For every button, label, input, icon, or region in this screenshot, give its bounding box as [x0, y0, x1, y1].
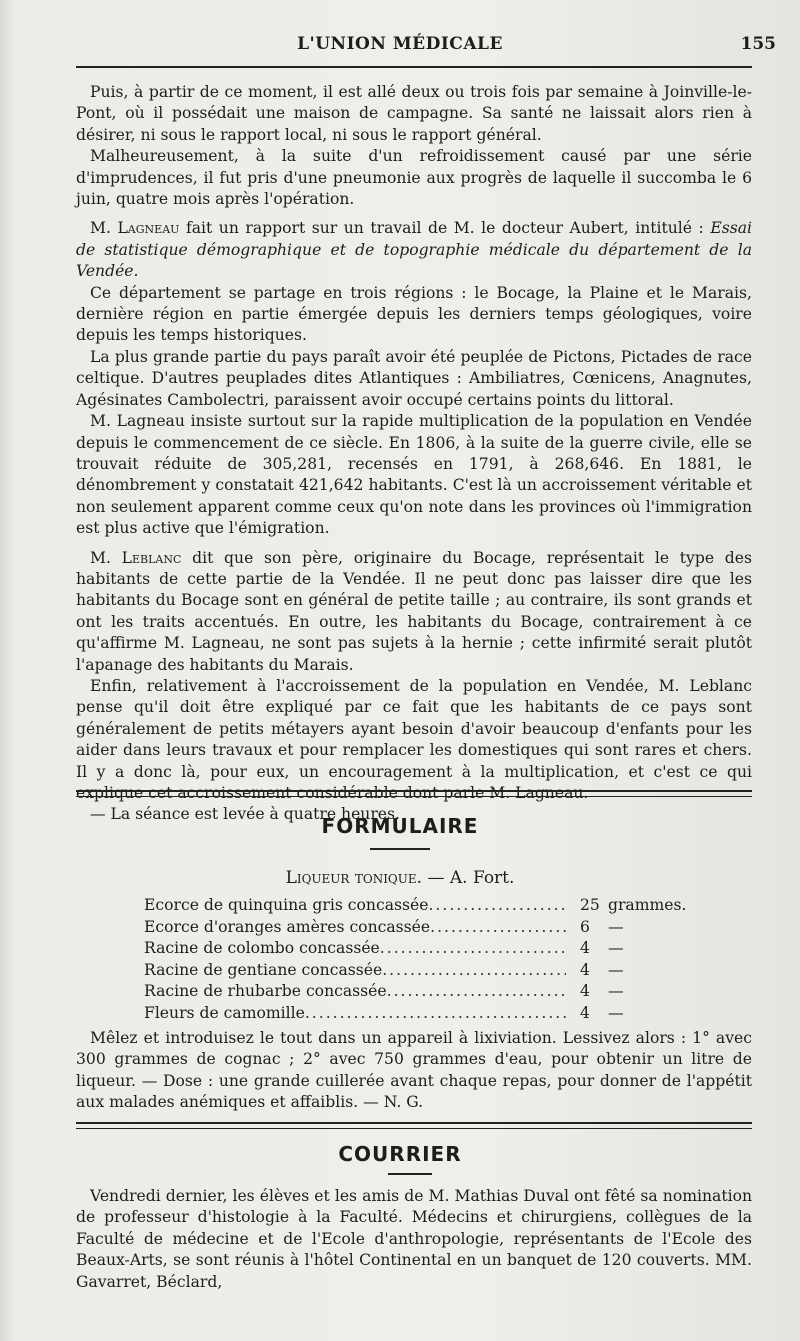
- leader-dots: [382, 960, 566, 982]
- ingredient-unit: —: [608, 939, 624, 957]
- ingredient-row: [144, 1003, 704, 1025]
- ingredient-qty: 4: [580, 982, 590, 1000]
- ingredient-list: [144, 895, 704, 1024]
- ingredient-qty: 4: [580, 939, 590, 957]
- ingredient-row: [144, 981, 704, 1003]
- p3-text: fait un rapport sur un travail de M. le docteur Aubert, intitulé :: [179, 219, 711, 238]
- ingredient-row: [144, 938, 704, 960]
- ingredient-unit: —: [608, 982, 624, 1000]
- ingredient-unit: —: [608, 1003, 624, 1022]
- work-title: Essai de statistique démographique et de topographie médicale du département de la Vendée.: [76, 219, 752, 281]
- paragraph-5: La plus grande partie du pays paraît avoir été peuplée de Pictons, Pictades de race celtique. D'autres peuplades dites Atlantiques : Ambiliatres, Cœnicens, Anagnutes, Agésinates Cambolectri, paraissent avoir occupé certains points du littoral.: [76, 347, 752, 409]
- formulaire-title-rule: [370, 848, 430, 850]
- section-rule-top-1: [76, 790, 752, 792]
- header-rule: [76, 66, 752, 68]
- ingredient-row: [144, 895, 704, 917]
- recipe-author: A. Fort.: [449, 868, 515, 888]
- paragraph-6: M. Lagneau insiste surtout sur la rapide multiplication de la population en Vendée depuis le commencement de ce siècle. En 1806, à la suite de la guerre civile, elle se trouvait réduite de 305,281, recensés en 1791, à 268,646. En 1881, le dénombrement y constatait 421,642 habitants. C'est là un accroissement véritable et non seulement apparent comme ceux qu'on note dans les provinces où l'immigration est plus active que l'émigration.: [76, 412, 752, 538]
- journal-title: L'UNION MÉDICALE: [297, 34, 503, 54]
- ingredient-name: Racine de gentiane concassée: [144, 960, 383, 979]
- leader-dots: [430, 917, 566, 939]
- paragraph-8: Enfin, relativement à l'accroissement de la population en Vendée, M. Leblanc pense qu'il doit être expliqué par ce fait que les habitants de ce pays sont généralement de petits métayers ayant besoin d'avoir beaucoup d'enfants pour les aider dans leurs travaux et pour remplacer les domestiques qui sont rares et chers. Il y a donc là, pour eux, un encouragement à la multiplication, et c'est ce qui explique cet accroissement considérable dont parle M. Lagneau.: [76, 676, 752, 802]
- ingredient-name: Racine de rhubarbe concassée: [144, 982, 387, 1000]
- ingredient-unit: —: [608, 960, 624, 979]
- formulaire-instructions: [76, 1028, 752, 1114]
- ingredient-qty: 4: [580, 1003, 590, 1022]
- ingredient-qty: 25: [580, 896, 600, 914]
- leader-dots: [428, 895, 566, 917]
- ingredient-name: Racine de colombo concassée: [144, 939, 380, 957]
- author-lagneau: Lagneau: [117, 219, 180, 238]
- page-number: 155: [740, 34, 776, 54]
- paragraph-1: Puis, à partir de ce moment, il est allé deux ou trois fois par semaine à Joinville-le-Pont, où il possédait une maison de campagne. Sa santé ne laissait alors rien à désirer, ni sous le rapport local, ni sous le rapport général.: [76, 83, 752, 144]
- courrier-section: [76, 1186, 752, 1293]
- ingredient-unit: grammes.: [608, 896, 687, 914]
- recipe-name: Liqueur tonique.: [285, 868, 423, 888]
- instructions-paragraph: Mêlez et introduisez le tout dans un appareil à lixiviation. Lessivez alors : 1° avec 300 grammes de cognac ; 2° avec 750 grammes d'eau, pour obtenir un litre de liqueur. — Dose : une grande cuillerée avant chaque repas, pour donner de l'appétit aux malades anémiques et affaiblis. — N. G.: [76, 1029, 752, 1112]
- recipe-subtitle: [0, 868, 800, 888]
- ingredient-name: Fleurs de camomille: [144, 1003, 305, 1022]
- courrier-title: COURRIER: [338, 1142, 462, 1166]
- ingredient-row: [144, 917, 704, 939]
- leader-dots: [380, 938, 566, 960]
- paragraph-7: [76, 548, 752, 676]
- ingredient-name: Ecorce d'oranges amères concassée: [144, 917, 431, 936]
- paragraph-2: Malheureusement, à la suite d'un refroidissement causé par une série d'imprudences, il fut pris d'une pneumonie aux progrès de laquelle il succomba le 6 juin, quatre mois après l'opération.: [76, 147, 752, 209]
- courrier-title-rule: [388, 1173, 432, 1175]
- paragraph-9: — La séance est levée à quatre heures.: [90, 805, 400, 824]
- section-rule-top-2: [76, 796, 752, 797]
- ingredient-unit: —: [608, 917, 624, 936]
- author-leblanc: Leblanc: [121, 548, 182, 567]
- ingredient-qty: 4: [580, 960, 590, 979]
- section-rule-mid-2: [76, 1128, 752, 1129]
- report-section: [76, 82, 752, 826]
- recipe-sep: —: [422, 868, 450, 888]
- ingredient-row: [144, 960, 704, 982]
- paragraph-3: [76, 218, 752, 282]
- section-rule-mid-1: [76, 1122, 752, 1124]
- courrier-paragraph: Vendredi dernier, les élèves et les amis de M. Mathias Duval ont fêté sa nomination de professeur d'histologie à la Faculté. Médecins et chirurgiens, collègues de la Faculté de médecine et de l'Ecole d'anthropologie, représentants de l'Ecole des Beaux-Arts, se sont réunis à l'hôtel Continental en un banquet de 120 couverts. MM. Gavarret, Béclard,: [76, 1187, 752, 1291]
- p3-prefix: M.: [90, 219, 118, 238]
- ingredient-name: Ecorce de quinquina gris concassée: [144, 896, 429, 914]
- leader-dots: [305, 1003, 566, 1025]
- p7-text: dit que son père, originaire du Bocage, représentait le type des habitants de cette partie de la Vendée. Il ne peut donc pas laisser dire que les habitants du Bocage sont en général de petite taille ; au contraire, ils sont grands et ont les traits accentués. En outre, les habitants du Bocage, contrairement à ce qu'affirme M. Lagneau, ne sont pas sujets à la hernie ; cette infirmité serait plutôt l'apanage des habitants du Marais.: [76, 548, 752, 674]
- p7-prefix: M.: [90, 548, 122, 567]
- formulaire-title: FORMULAIRE: [321, 814, 479, 838]
- page-header: [0, 34, 800, 60]
- paragraph-4: Ce département se partage en trois régions : le Bocage, la Plaine et le Marais, dernière région en partie émergée depuis les derniers temps géologiques, voire depuis les temps historiques.: [76, 283, 752, 345]
- ingredient-qty: 6: [580, 917, 590, 936]
- leader-dots: [387, 981, 566, 1003]
